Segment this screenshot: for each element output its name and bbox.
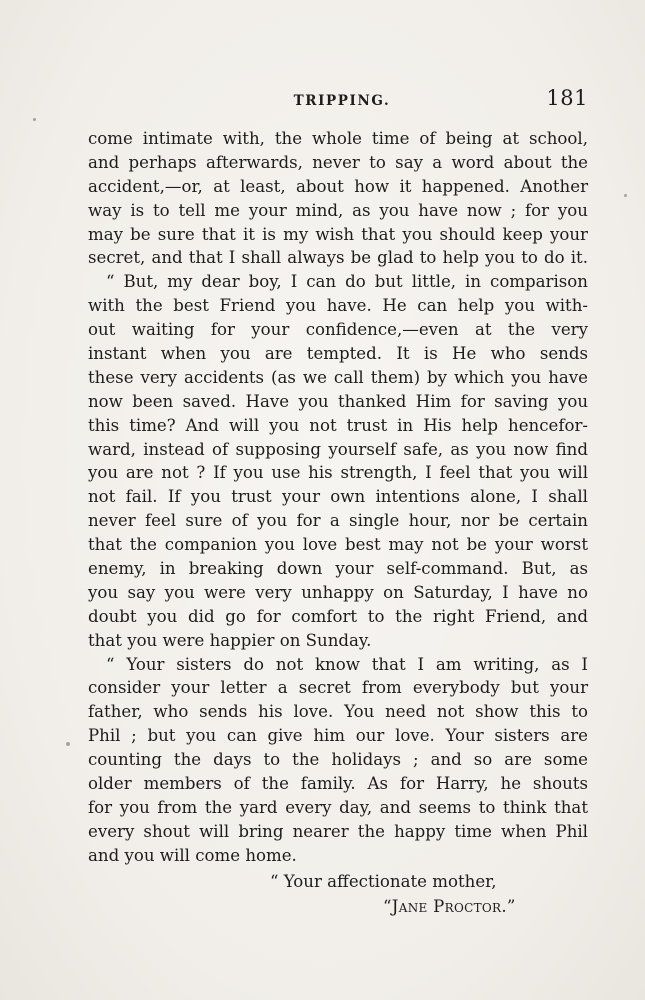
text-line: not fail. If you trust your own intentions alone, I shall [88, 487, 588, 507]
signature-name: Jane Proctor [391, 897, 502, 916]
body-text [88, 127, 588, 868]
text-line: every shout will bring nearer the happy time when Phil [88, 821, 588, 841]
text-line: this time? And will you not trust in His help hencefor- [88, 415, 588, 435]
text-line: may be sure that it is my wish that you should keep your [88, 224, 588, 244]
text-line: you say you were very unhappy on Saturday, I have no [88, 582, 588, 602]
text-line: that the companion you love best may not be your worst [88, 535, 588, 555]
letter-salutation: “ Your affectionate mother, [270, 872, 497, 891]
text-line: consider your letter a secret from everybody but your [88, 678, 588, 698]
text-line: these very accidents (as we call them) by which you have [88, 367, 588, 387]
paragraph-start-line: “ But, my dear boy, I can do but little, in comparison [106, 272, 588, 292]
running-title: TRIPPING. [293, 93, 391, 109]
signature-open-quote: “ [383, 897, 392, 916]
text-line: with the best Friend you have. He can help you with- [88, 296, 588, 316]
paragraph-end-line: and you will come home. [88, 845, 297, 865]
text-line: out waiting for your confidence,—even at the very [88, 320, 588, 340]
text-line: now been saved. Have you thanked Him for saving you [88, 391, 588, 411]
page-number: 181 [546, 86, 588, 110]
running-head [88, 88, 588, 114]
text-line: older members of the family. As for Harry, he shouts [88, 774, 588, 794]
paper-speck [33, 118, 36, 121]
text-line: Phil ; but you can give him our love. Your sisters are [88, 726, 588, 746]
signature-close-quote: .” [501, 897, 516, 916]
text-line: you are not ? If you use his strength, I feel that you will [88, 463, 588, 483]
text-line: come intimate with, the whole time of being at school, [88, 129, 588, 148]
text-line: instant when you are tempted. It is He who sends [88, 344, 588, 364]
text-line: counting the days to the holidays ; and so are some [88, 750, 588, 770]
text-line: and perhaps afterwards, never to say a word about the [88, 152, 588, 172]
text-line: never feel sure of you for a single hour, nor be certain [88, 511, 588, 531]
text-line: accident,—or, at least, about how it happened. Another [88, 176, 588, 196]
letter-signature [383, 897, 516, 916]
paper-speck [624, 194, 627, 197]
text-line: enemy, in breaking down your self-command. But, as [88, 559, 588, 579]
paragraph-start-line: “ Your sisters do not know that I am writing, as I [106, 654, 588, 674]
text-line: father, who sends his love. You need not show this to [88, 702, 588, 722]
text-line: way is to tell me your mind, as you have now ; for you [88, 200, 588, 220]
text-line: secret, and that I shall always be glad to help you to do it. [88, 248, 588, 268]
text-line: for you from the yard every day, and seems to think that [88, 797, 588, 817]
paper-speck [66, 742, 70, 746]
paragraph-end-line: that you were happier on Sunday. [88, 630, 372, 650]
text-line: doubt you did go for comfort to the right Friend, and [88, 606, 588, 626]
text-line: ward, instead of supposing yourself safe, as you now find [88, 439, 588, 459]
